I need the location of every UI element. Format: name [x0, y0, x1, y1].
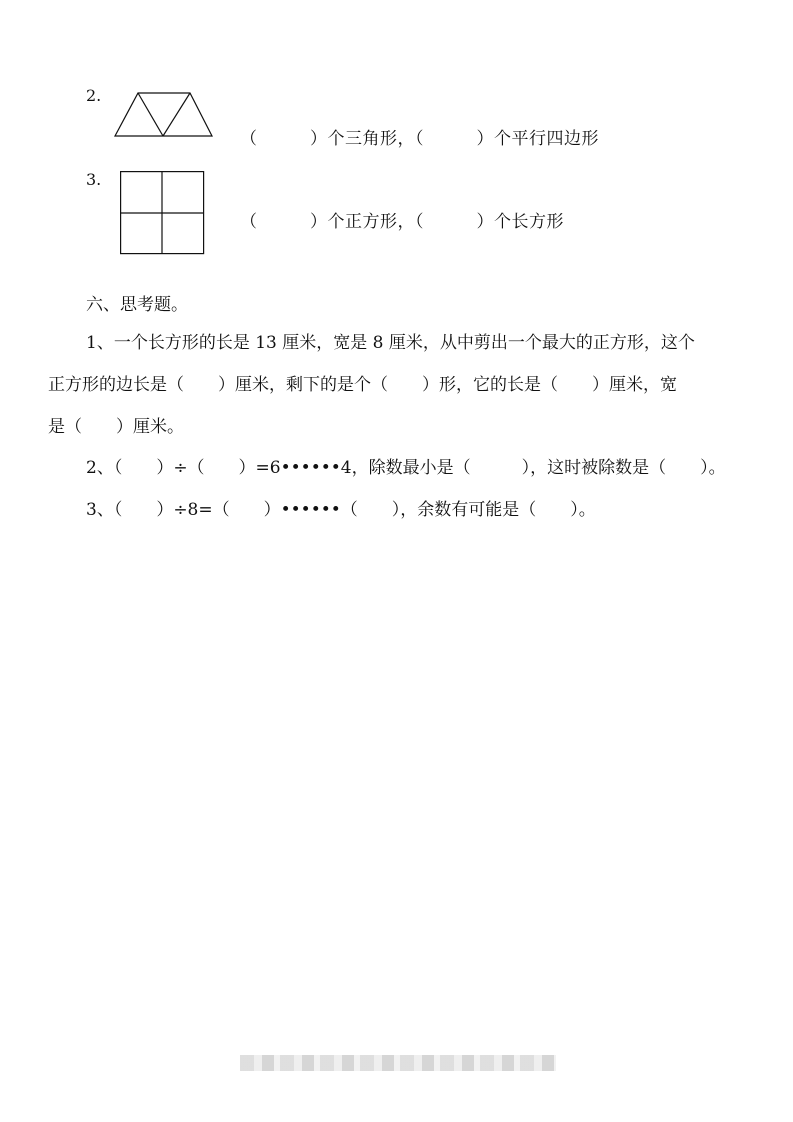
item-2: 2、（ ）÷（ ）=6••••••4，除数最小是（ ），这时被除数是（ ）。: [86, 458, 726, 478]
triangle-divider-1: [138, 93, 163, 136]
item-1-line-3: 是（ ）厘米。: [48, 417, 184, 437]
question-2-number: 2.: [86, 86, 102, 105]
question-3-number: 3.: [86, 170, 102, 189]
footer-watermark: [240, 1055, 556, 1071]
section-6-heading: 六、思考题。: [86, 295, 188, 315]
squares-figure: [120, 171, 206, 255]
item-1-line-2: 正方形的边长是（ ）厘米，剩下的是个（ ）形，它的长是（ ）厘米，宽: [48, 375, 677, 395]
question-2-text: （ ）个三角形，（ ）个平行四边形: [240, 129, 599, 149]
triangles-figure: [114, 92, 214, 138]
trapezoid-outline: [115, 93, 212, 136]
triangle-divider-2: [163, 93, 190, 136]
question-3-text: （ ）个正方形，（ ）个长方形: [240, 212, 564, 232]
item-3: 3、（ ）÷8=（ ）••••••（ ），余数有可能是（ ）。: [86, 500, 596, 520]
item-1-line-1: 1、一个长方形的长是 13 厘米，宽是 8 厘米，从中剪出一个最大的正方形，这个: [86, 333, 695, 353]
